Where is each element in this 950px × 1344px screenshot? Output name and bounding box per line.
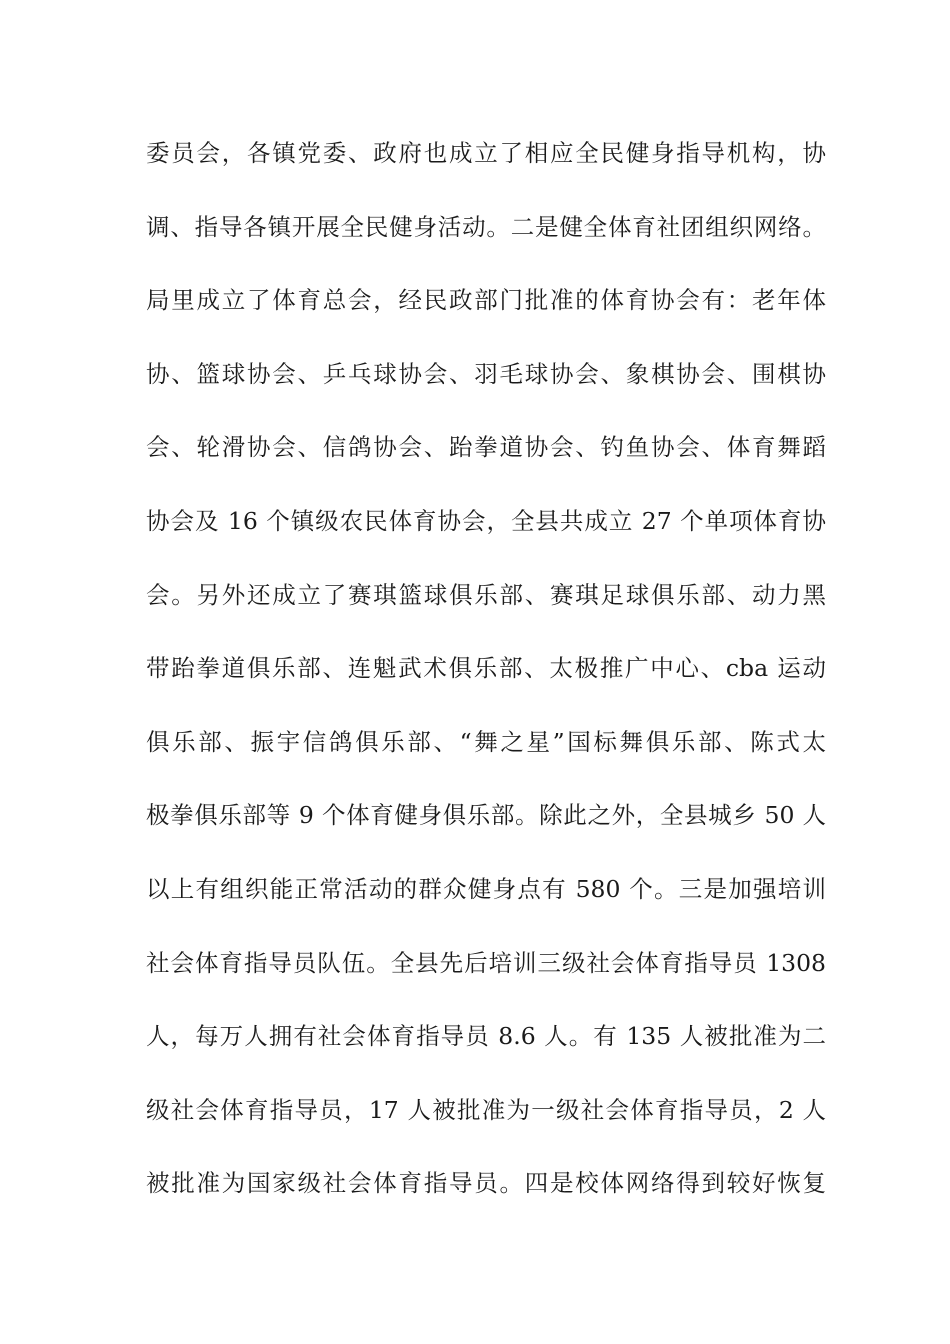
text-line: 俱乐部、振宇信鸽俱乐部、“舞之星”国标舞俱乐部、陈式太	[146, 727, 826, 756]
text-line: 会、轮滑协会、信鸽协会、跆拳道协会、钓鱼协会、体育舞蹈	[146, 433, 826, 462]
text-line: 级社会体育指导员，17 人被批准为一级社会体育指导员，2 人	[146, 1095, 826, 1124]
text-line: 调、指导各镇开展全民健身活动。二是健全体育社团组织网络。	[146, 212, 826, 241]
text-line: 委员会，各镇党委、政府也成立了相应全民健身指导机构，协	[146, 139, 826, 167]
body-paragraph	[146, 128, 826, 1232]
text-line: 极拳俱乐部等 9 个体育健身俱乐部。除此之外，全县城乡 50 人	[146, 801, 826, 830]
text-line: 以上有组织能正常活动的群众健身点有 580 个。三是加强培训	[146, 874, 826, 903]
text-line: 协、篮球协会、乒乓球协会、羽毛球协会、象棋协会、围棋协	[146, 359, 826, 388]
text-line: 会。另外还成立了赛琪篮球俱乐部、赛琪足球俱乐部、动力黑	[146, 580, 826, 609]
text-line: 局里成立了体育总会，经民政部门批准的体育协会有：老年体	[146, 286, 826, 315]
text-line: 协会及 16 个镇级农民体育协会，全县共成立 27 个单项体育协	[146, 506, 826, 535]
text-line: 被批准为国家级社会体育指导员。四是校体网络得到较好恢复	[146, 1169, 826, 1198]
text-line: 社会体育指导员队伍。全县先后培训三级社会体育指导员 1308	[146, 948, 826, 977]
text-line: 带跆拳道俱乐部、连魁武术俱乐部、太极推广中心、cba 运动	[146, 654, 826, 683]
text-line: 人，每万人拥有社会体育指导员 8.6 人。有 135 人被批准为二	[146, 1022, 826, 1051]
